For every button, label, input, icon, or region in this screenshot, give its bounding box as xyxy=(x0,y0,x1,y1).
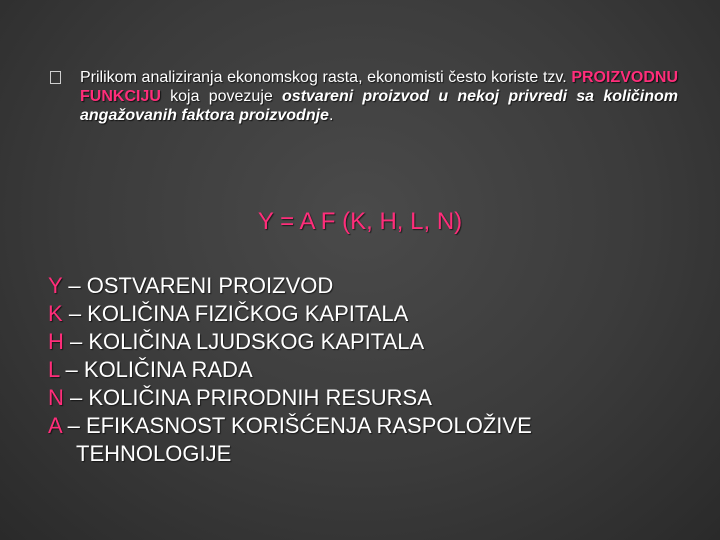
definition-a xyxy=(48,412,688,440)
definition-symbol: K xyxy=(48,301,63,326)
definition-symbol: Y xyxy=(48,273,63,298)
definition-text: – KOLIČINA RADA xyxy=(65,357,253,382)
definitions-list xyxy=(48,272,688,468)
definition-h xyxy=(48,328,688,356)
definition-n xyxy=(48,384,688,412)
definition-k xyxy=(48,300,688,328)
intro-bullet xyxy=(50,68,678,125)
intro-text-2: koja povezuje xyxy=(170,88,273,105)
definition-symbol: N xyxy=(48,385,64,410)
definition-text: – KOLIČINA LJUDSKOG KAPITALA xyxy=(70,329,425,354)
intro-end: . xyxy=(328,107,334,124)
definition-text: – KOLIČINA PRIRODNIH RESURSA xyxy=(70,385,432,410)
definition-y xyxy=(48,272,688,300)
definition-text: – EFIKASNOST KORIŠĆENJA RASPOLOŽIVE xyxy=(67,413,532,438)
intro-text-1: Prilikom analiziranja ekonomskog rasta, ekonomisti često koriste tzv. xyxy=(80,69,567,86)
bullet-box-icon xyxy=(50,71,61,84)
definition-text: – OSTVARENI PROIZVOD xyxy=(68,273,334,298)
definition-symbol: L xyxy=(48,357,60,382)
definition-symbol: A xyxy=(48,413,62,438)
definition-symbol: H xyxy=(48,329,64,354)
definition-l xyxy=(48,356,688,384)
intro-paragraph xyxy=(80,68,678,125)
definition-text: – KOLIČINA FIZIČKOG KAPITALA xyxy=(68,301,409,326)
definition-a-continuation: TEHNOLOGIJE xyxy=(76,441,232,466)
intro-emphasis: ostvareni proizvod u nekoj privredi sa količinom angažovanih faktora proizvodnje xyxy=(80,88,679,124)
intro-highlight: PROIZVODNU FUNKCIJU xyxy=(80,69,678,105)
production-function-formula: Y = A F (K, H, L, N) xyxy=(257,208,463,235)
